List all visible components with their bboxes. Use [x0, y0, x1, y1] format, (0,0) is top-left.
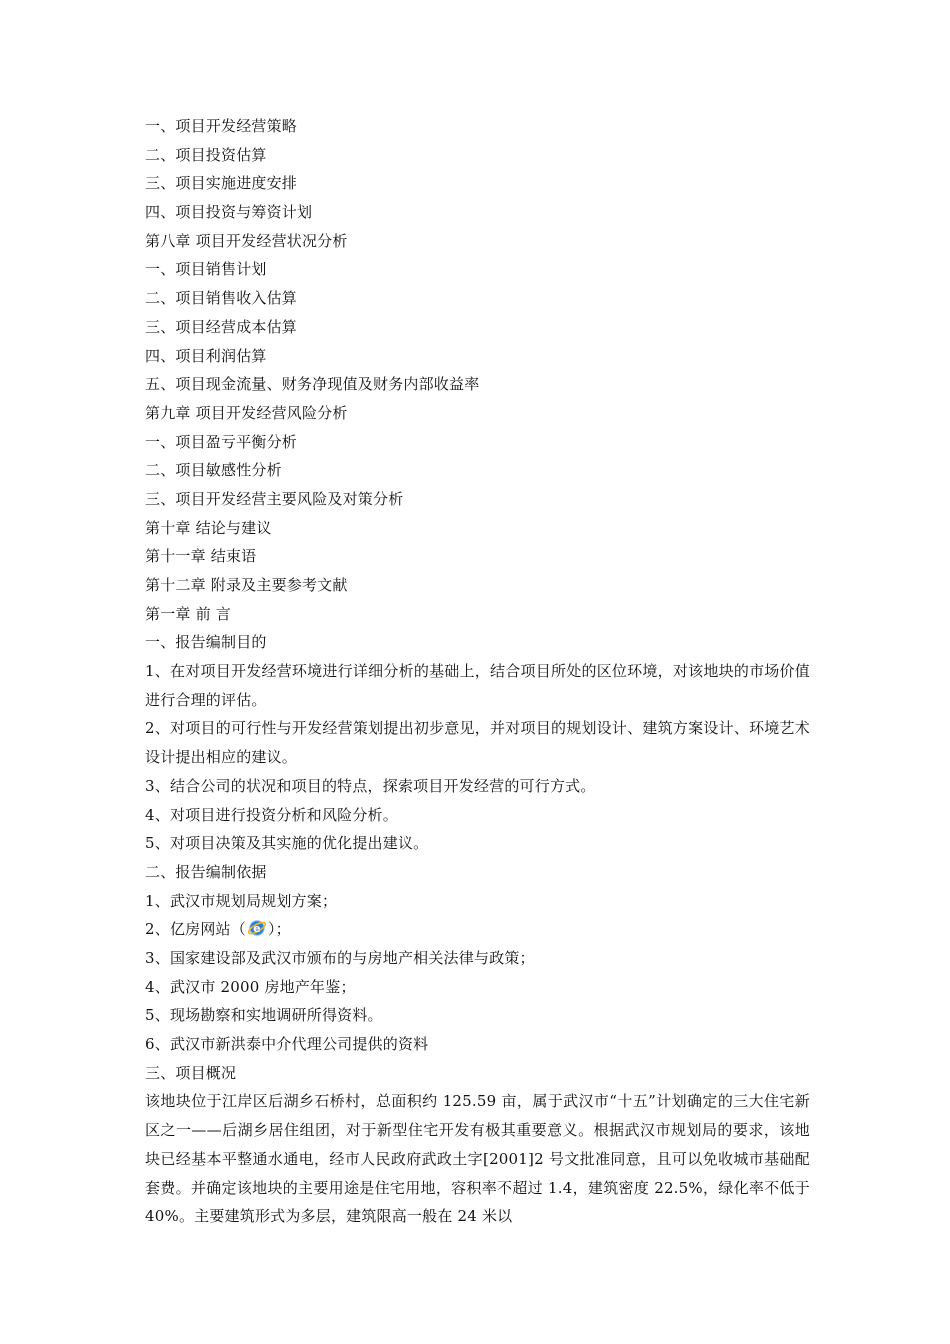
section-title: 一、报告编制目的	[145, 633, 267, 652]
document-page	[145, 112, 810, 1231]
basis-suffix: ）；	[267, 920, 291, 939]
toc-item: 一、项目销售计划	[145, 260, 267, 279]
purpose-item: 4、对项目进行投资分析和风险分析。	[145, 805, 398, 824]
toc-item: 一、项目盈亏平衡分析	[145, 432, 298, 451]
overview-paragraph: 该地块位于江岸区后湖乡石桥村，总面积约 125.59 亩，属于武汉市“十五”计划确定的三大住宅新区之一——后湖乡居住组团，对于新型住宅开发有极其重要意义。根据武汉市规划局的要求，该地块已经基本平整通水通电，经市人民政府武政土字[2001]2 号文批准同意，且可以免收城市基础配套费。并确定该地块的主要用途是住宅用地，容积率不超过 1.4，建筑密度 22.5%，绿化率不低于 40%。主要建筑形式为多层，建筑限高一般在 24 米以	[145, 1092, 810, 1226]
purpose-item: 2、对项目的可行性与开发经营策划提出初步意见，并对项目的规划设计、建筑方案设计、环境艺术设计提出相应的建议。	[145, 719, 810, 767]
toc-chapter: 第十章 结论与建议	[145, 518, 272, 537]
svg-text:e: e	[253, 922, 261, 936]
toc-item: 三、项目实施进度安排	[145, 174, 298, 193]
basis-item: 5、现场勘察和实地调研所得资料。	[145, 1006, 383, 1025]
basis-prefix: 2、亿房网站（	[145, 920, 246, 939]
toc-chapter: 第九章 项目开发经营风险分析	[145, 403, 348, 422]
purpose-item: 1、在对项目开发经营环境进行详细分析的基础上，结合项目所处的区位环境，对该地块的市场价值进行合理的评估。	[145, 662, 810, 709]
toc-item: 三、项目开发经营主要风险及对策分析	[145, 489, 404, 508]
basis-item: 4、武汉市 2000 房地产年鉴；	[145, 977, 356, 996]
toc-item: 一、项目开发经营策略	[145, 117, 298, 135]
purpose-item: 3、结合公司的状况和项目的特点，探索项目开发经营的可行方式。	[145, 776, 596, 795]
basis-item: 6、武汉市新洪泰中介代理公司提供的资料	[145, 1035, 429, 1054]
toc-item: 四、项目投资与筹资计划	[145, 203, 313, 222]
toc-item: 四、项目利润估算	[145, 346, 267, 365]
toc-item: 二、项目敏感性分析	[145, 461, 282, 480]
chapter-title: 第一章 前 言	[145, 604, 231, 623]
basis-item-website	[145, 915, 810, 944]
toc-item: 三、项目经营成本估算	[145, 317, 298, 336]
basis-item: 3、国家建设部及武汉市颁布的与房地产相关法律与政策；	[145, 949, 535, 967]
toc-chapter: 第十二章 附录及主要参考文献	[145, 576, 348, 594]
toc-item: 五、项目现金流量、财务净现值及财务内部收益率	[145, 375, 480, 394]
ie-browser-icon[interactable]	[247, 918, 267, 938]
section-title: 二、报告编制依据	[145, 862, 267, 881]
toc-item: 二、项目销售收入估算	[145, 289, 298, 308]
toc-chapter: 第十一章 结束语	[145, 547, 257, 566]
toc-chapter: 第八章 项目开发经营状况分析	[145, 231, 348, 250]
section-title: 三、项目概况	[145, 1063, 237, 1082]
basis-item: 1、武汉市规划局规划方案；	[145, 891, 338, 910]
toc-item: 二、项目投资估算	[145, 145, 267, 164]
purpose-item: 5、对项目决策及其实施的优化提出建议。	[145, 834, 429, 853]
